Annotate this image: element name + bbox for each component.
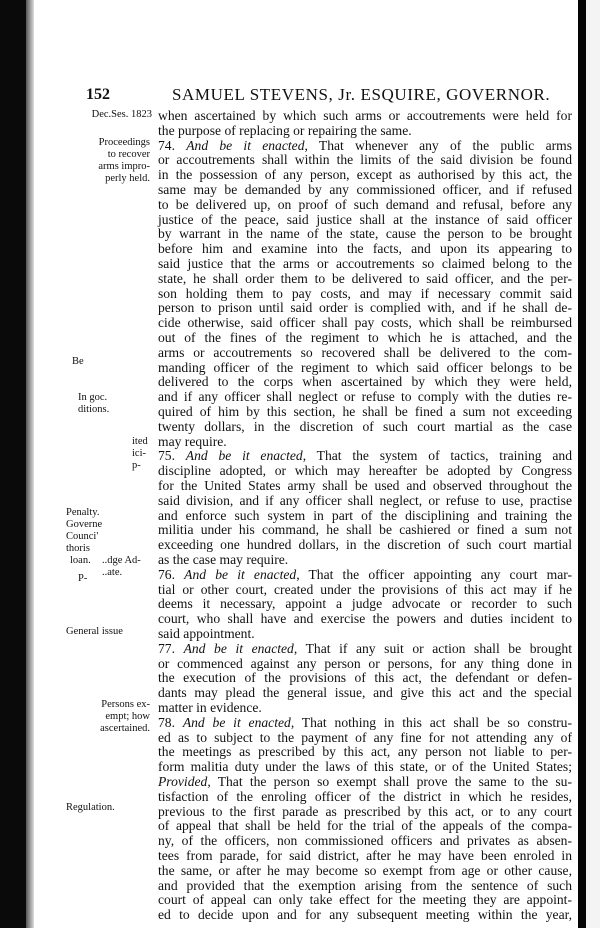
margin-note-line: p- (132, 460, 141, 471)
margin-note (66, 626, 154, 638)
line-text: for the United States army shall be used and observed throughout the (158, 478, 572, 493)
line-text: and if any officer shall neglect or refuse to comply with the duties re- (158, 389, 572, 405)
text-line (158, 212, 572, 227)
text-line (158, 848, 572, 863)
enacting-clause: Provided (158, 774, 208, 789)
line-text: ed as to subject to the payment of any fine for not attending any of (158, 729, 572, 745)
text-line (158, 493, 572, 508)
line-text: said appointment. (158, 626, 255, 641)
line-text: court of appeal can only take effect for the meeting they are appoint- (158, 892, 572, 908)
text-line (158, 892, 572, 907)
text-line (158, 522, 572, 537)
text-line (158, 404, 572, 419)
margin-note-line: Governe (66, 519, 103, 530)
line-text: , That nothing in this act shall be so constru- (290, 714, 572, 730)
margin-note-line: perly held. (105, 173, 150, 184)
line-text: before him and examine into the facts, and upon its appearing to (158, 241, 572, 257)
margin-note (80, 699, 150, 735)
text-line (158, 182, 572, 197)
line-text: of appeal that shall be held for the trial of the appeals of the compa- (158, 818, 572, 834)
text-line (158, 315, 572, 330)
line-text: when ascertained by which such arms or accoutrements were held for (158, 108, 572, 123)
line-text: quired of him by this section, he shall be fined a sum not exceeding (158, 404, 572, 419)
text-line (158, 656, 572, 671)
margin-note-line: arms impro- (98, 161, 150, 172)
margin-note (132, 436, 156, 472)
scan-left-border (0, 0, 26, 928)
section-number: 76. (158, 566, 185, 582)
line-text: by warrant in the name of the state, cause the person to be brought (158, 226, 572, 242)
line-text: matter in evidence. (158, 700, 262, 715)
text-line (158, 833, 572, 848)
text-line (158, 330, 572, 345)
text-line (158, 567, 572, 582)
text-line (158, 226, 572, 241)
margin-note (70, 555, 100, 567)
line-text: arms or accoutrements so recovered shall be delivered to the com- (158, 344, 572, 360)
text-line (158, 804, 572, 819)
text-line (158, 907, 572, 922)
line-text: person to prison until said order is complied with, and if he shall de- (158, 300, 572, 316)
section-number: 77. (158, 640, 184, 656)
text-line (158, 670, 572, 685)
enacting-clause: And be it enacted (182, 714, 291, 730)
line-text: dants may plead the general issue, and give this act and the special (158, 685, 572, 701)
line-text: and provided that the exemption arising from the sentence of such (158, 877, 572, 893)
section-number: 78. (158, 714, 183, 730)
text-line (158, 345, 572, 360)
text-line (158, 197, 572, 212)
page-number: 152 (86, 86, 110, 103)
line-text: as the case may require. (158, 552, 289, 567)
margin-note-line: ited (132, 436, 148, 447)
line-text: in the possession of any person, except as authorised by this act, the (158, 167, 572, 183)
scan-left-shadow (26, 0, 34, 928)
text-line (158, 108, 572, 123)
margin-note-line: Be (72, 356, 84, 367)
text-line (158, 434, 572, 449)
line-text: to be delivered up, on proof of such demand and refusal, before any (158, 196, 572, 212)
text-line (158, 611, 572, 626)
margin-note (78, 573, 98, 585)
line-text: form malitia duty under the laws of this state, or of the United States; (158, 759, 572, 775)
line-text: , That the system of tactics, training and (302, 448, 573, 464)
text-line (158, 744, 572, 759)
line-text: said justice that the arms or accoutrements so claimed belong to the (158, 256, 572, 271)
line-text: , That the officer appointing any court mar- (296, 566, 573, 582)
text-line (158, 256, 572, 271)
text-line (158, 360, 572, 375)
margin-note-line: ici- (132, 448, 146, 459)
line-text: state, he shall order them to be delivered to said officer, and the per- (158, 270, 572, 286)
text-line (158, 123, 572, 138)
text-line (158, 508, 572, 523)
margin-note-line: to recover (107, 149, 150, 160)
line-text: tial or other court, created under the provisions of this act may if he (158, 581, 572, 597)
line-text: the meetings as prescribed by this act, any person not liable to per- (158, 744, 572, 760)
line-text: or commenced against any person or persons, for any thing done in (158, 655, 572, 671)
line-text: ny, of the officers, non commissioned officers and privates as absen- (158, 833, 572, 849)
text-line (158, 463, 572, 478)
line-text: , That whenever any of the public arms (304, 137, 573, 153)
text-line (158, 626, 572, 641)
text-line (158, 152, 572, 167)
line-text: exceeding one hundred dollars, in the discretion of such court martial (158, 537, 572, 553)
running-title: SAMUEL STEVENS, Jr. ESQUIRE, GOVERNOR. (172, 85, 551, 104)
line-text: , That the person so exempt shall prove the same to the su- (207, 774, 572, 789)
line-text: tees from parade, for said district, after he may have been enroled in (158, 848, 572, 863)
margin-note (66, 507, 126, 555)
text-line (158, 478, 572, 493)
text-line (158, 878, 572, 893)
enacting-clause: And be it enacted (185, 448, 303, 464)
line-text: same may be demanded by any commissioned officer, and if refused (158, 182, 572, 197)
section-number: 74. (158, 137, 187, 153)
line-text: manding officer of the regiment to which said officer belongs to be (158, 359, 572, 375)
line-text: the purpose of replacing or repairing the same. (158, 122, 412, 138)
line-text: delivered to the corps when ascertained by which they were held, (158, 374, 572, 390)
text-line (158, 300, 572, 315)
line-text: and enforce such system in part of the disciplining and training the (158, 507, 572, 523)
text-line (158, 552, 572, 567)
line-text: previous to the first parade as prescribed by this act, or to any court (158, 803, 572, 819)
text-line (158, 582, 572, 597)
line-text: may require. (158, 433, 227, 449)
text-line (158, 271, 572, 286)
line-text: , That if any suit or action shall be brought (293, 640, 573, 656)
text-line (158, 389, 572, 404)
line-text: court, who shall have and exercise the powers and duties incident to (158, 611, 572, 627)
margin-note-line: thoris (66, 543, 90, 554)
line-text: the execution of the provisions of this act, the defendant or defen- (158, 670, 572, 686)
margin-note-line: empt; how (105, 711, 150, 722)
text-line (158, 419, 572, 434)
line-text: the same, or after he may become so exempt from age or other cause, (158, 862, 572, 878)
text-line (158, 715, 572, 730)
margin-note-line: Proceedings (98, 137, 150, 148)
text-line (158, 789, 572, 804)
margin-note-line: Persons ex- (101, 699, 150, 710)
margin-note-line: Counci' (66, 531, 99, 542)
margin-note-line: Regulation. (66, 802, 115, 813)
text-line (158, 286, 572, 301)
line-text: out of the fines of the regiment to which he is attached, and the (158, 330, 572, 345)
text-line (158, 700, 572, 715)
line-text: or accoutrements shall within the limits of the said division be found (158, 152, 572, 168)
margin-note-line: P- (78, 573, 88, 584)
enacting-clause: And be it enacted (186, 137, 305, 153)
text-line (158, 818, 572, 833)
margin-note (102, 555, 152, 579)
text-line (158, 641, 572, 656)
facing-page-edge (586, 0, 600, 928)
text-line (158, 374, 572, 389)
scan-gutter-bar (578, 0, 586, 928)
enacting-clause: And be it enacted (183, 640, 294, 656)
line-text: ed to decide upon and for any subsequent meeting within the year, (158, 907, 572, 923)
enacting-clause: And be it enacted (184, 566, 297, 582)
section-number: 75. (158, 448, 186, 464)
margin-note (80, 137, 150, 185)
margin-note-line: In goc. (78, 392, 108, 403)
margin-note-line: Dec.Ses. 1823 (91, 109, 152, 120)
text-line (158, 596, 572, 611)
text-line (158, 138, 572, 153)
margin-note-line: loan. (70, 555, 91, 566)
margin-note-line: General issue (66, 626, 123, 637)
line-text: deems it necessary, appoint a judge advocate or recorder to such (158, 596, 572, 612)
margin-note-line: Penalty. (66, 507, 100, 518)
text-line (158, 730, 572, 745)
line-text: justice of the peace, said justice shall at the instance of said officer (158, 211, 572, 227)
margin-note-line: ..ate. (102, 567, 123, 578)
text-line (158, 241, 572, 256)
margin-note-line: ditions. (78, 404, 110, 415)
line-text: tisfaction of the enroling officer of the district in which he resides, (158, 788, 572, 804)
margin-note (78, 392, 118, 416)
margin-note (66, 802, 126, 814)
line-text: twenty dollars, in the discretion of such court martial as the case (158, 418, 572, 434)
margin-note (72, 356, 102, 368)
text-line (158, 774, 572, 789)
line-text: discipline adopted, or which may hereafter be adopted by Congress (158, 463, 572, 479)
text-line (158, 448, 572, 463)
margin-note-line: ascertained. (100, 723, 150, 734)
text-line (158, 863, 572, 878)
text-line (158, 537, 572, 552)
margin-note (88, 109, 152, 121)
line-text: militia under his command, he shall be cashiered or fined a sum not (158, 522, 572, 538)
margin-note-line: ..dge Ad- (102, 555, 141, 566)
line-text: said division, and if any officer shall neglect, or refuse to use, practise (158, 492, 572, 508)
line-text: cide otherwise, said officer shall pay costs, which shall be reimbursed (158, 315, 572, 331)
text-line (158, 167, 572, 182)
line-text: son holding them to pay costs, and may if necessary commit said (158, 285, 572, 301)
text-line (158, 685, 572, 700)
text-line (158, 759, 572, 774)
